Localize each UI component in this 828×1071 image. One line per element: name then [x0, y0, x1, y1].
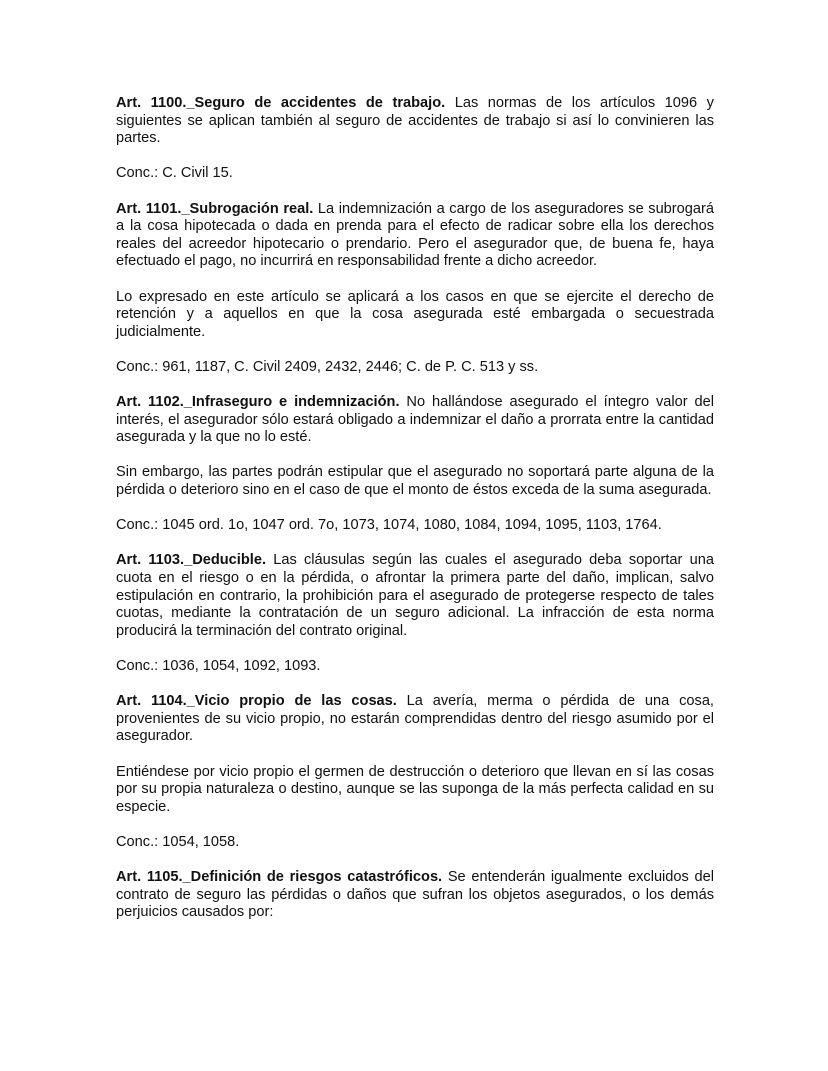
concordance-1103: Conc.: 1036, 1054, 1092, 1093.: [116, 658, 321, 674]
concordance-1102: Conc.: 1045 ord. 1o, 1047 ord. 7o, 1073, 1074, 1080, 1084, 1094, 1095, 1103, 1764.: [116, 517, 662, 534]
article-1101-paragraph-2: Lo expresado en este artículo se aplicará a los casos en que se ejercite el derecho de retención y a aquellos en que la cosa asegurada esté embargada o secuestrada judicialmente.: [116, 288, 714, 340]
article-1103: [116, 552, 714, 640]
article-1104: [116, 693, 714, 746]
article-heading: Art. 1100._Seguro de accidentes de trabajo.: [116, 95, 446, 111]
article-1102-paragraph-2: Sin embargo, las partes podrán estipular que el asegurado no soportará parte alguna de la pérdida o deterioro sino en el caso de que el monto de éstos exceda de la suma asegurada.: [116, 464, 714, 499]
article-body: Se entenderán igualmente excluidos del contrato de seguro las pérdidas o daños que sufran los objetos asegurados, o los demás perjuicios causados por:: [116, 869, 714, 921]
concordance-1100: Conc.: C. Civil 15.: [116, 165, 233, 182]
concordance-1104: Conc.: 1054, 1058.: [116, 833, 240, 850]
article-1105: [116, 869, 714, 922]
article-body: La indemnización a cargo de los aseguradores se subrogará a la cosa hipotecada o dada en prenda para el efecto de radicar sobre ella los derechos reales del acreedor hipotecario o prendario. Pero el asegurador que, de buena fe, haya efectuado el pago, no incurrirá en responsabilidad frente a dicho acreedor.: [116, 200, 714, 270]
article-heading: Art. 1105._Definición de riesgos catastróficos.: [116, 869, 443, 886]
article-1104-paragraph-2: Entiéndese por vicio propio el germen de destrucción o deterioro que llevan en sí las cosas por su propia naturaleza o destino, aunque se las suponga de la más perfecta calidad en su especie.: [116, 763, 714, 815]
article-heading: Art. 1104._Vicio propio de las cosas.: [116, 693, 397, 710]
article-heading: Art. 1101._Subrogación real.: [116, 200, 314, 217]
article-1100: [116, 95, 714, 148]
article-1102: [116, 394, 714, 447]
article-heading: Art. 1102._Infraseguro e indemnización.: [116, 394, 400, 411]
article-heading: Art. 1103._Deducible.: [116, 552, 266, 569]
document-page: [116, 95, 714, 940]
article-body: Las normas de los artículos 1096 y siguientes se aplican también al seguro de accidentes de trabajo si así lo convinieren las partes.: [116, 95, 714, 147]
article-body: No hallándose asegurado el íntegro valor del interés, el asegurador sólo estará obligado a indemnizar el daño a prorrata entre la cantidad asegurada y la que no lo esté.: [116, 394, 715, 446]
concordance-1101: Conc.: 961, 1187, C. Civil 2409, 2432, 2446; C. de P. C. 513 y ss.: [116, 358, 539, 375]
article-body: La avería, merma o pérdida de una cosa, provenientes de su vicio propio, no estarán comprendidas dentro del riesgo asumido por el asegurador.: [116, 693, 714, 745]
article-body: Las cláusulas según las cuales el asegurado deba soportar una cuota en el riesgo o en la pérdida, o afrontar la primera parte del daño, implican, salvo estipulación en contrario, la prohibición para el asegurado de protegerse respecto de tales cuotas, mediante la contratación de un seguro adicional. La infracción de esta norma producirá la terminación del contrato original.: [116, 552, 714, 639]
article-1101: [116, 201, 714, 271]
